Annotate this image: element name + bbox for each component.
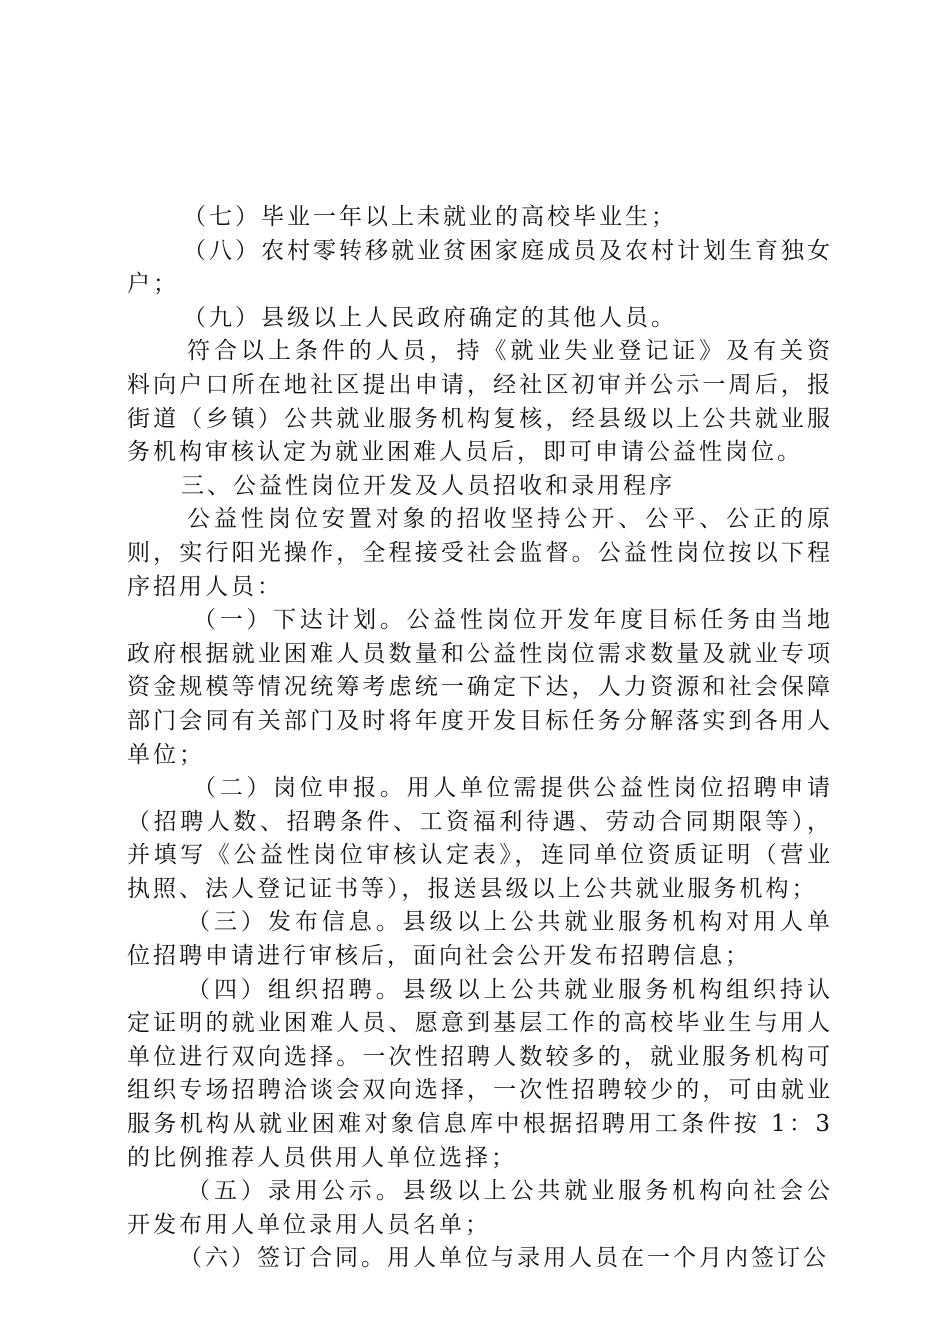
paragraph-item-8: （八）农村零转移就业贫困家庭成员及农村计划生育独女户； (127, 237, 833, 298)
paragraph-step-6: （六）签订合同。用人单位与录用人员在一个月内签订公 (179, 1245, 829, 1272)
paragraph-recruitment-principles: 公益性岗位安置对象的招收坚持公开、公平、公正的原则，实行阳光操作，全程接受社会监督。公益性岗位按以下程序招用人员： (127, 506, 833, 600)
section-heading-3: 三、公益性岗位开发及人员招收和录用程序 (181, 472, 675, 499)
paragraph-step-2: （二）岗位申报。用人单位需提供公益性岗位招聘申请（招聘人数、招聘条件、工资福利待遇、劳动合同期限等），并填写《公益性岗位审核认定表》，连同单位资质证明（营业执照、法人登记证书等），报送县级以上公共就业服务机构； (127, 775, 833, 902)
paragraph-step-3: （三）发布信息。县级以上公共就业服务机构对用人单位招聘申请进行审核后，面向社会公开发布招聘信息； (127, 909, 833, 970)
document-body (127, 201, 833, 1276)
paragraph-eligibility-procedure: 符合以上条件的人员，持《就业失业登记证》及有关资料向户口所在地社区提出申请，经社区初审并公示一周后，报街道（乡镇）公共就业服务机构复核，经县级以上公共就业服务机构审核认定为就业困难人员后，即可申请公益性岗位。 (127, 338, 833, 466)
paragraph-step-4: （四）组织招聘。县级以上公共就业服务机构组织持认定证明的就业困难人员、愿意到基层工作的高校毕业生与用人单位进行双向选择。一次性招聘人数较多的，就业服务机构可组织专场招聘洽谈会双向选择，一次性招聘较少的，可由就业服务机构从就业困难对象信息库中根据招聘用工条件按 1：3 的比例推荐人员供用人单位选择； (127, 976, 833, 1171)
paragraph-item-7: （七）毕业一年以上未就业的高校毕业生； (183, 204, 677, 230)
paragraph-step-5: （五）录用公示。县级以上公共就业服务机构向社会公开发布用人单位录用人员名单； (127, 1178, 833, 1238)
paragraph-item-9: （九）县级以上人民政府确定的其他人员。 (183, 304, 677, 331)
paragraph-step-1: （一）下达计划。公益性岗位开发年度目标任务由当地政府根据就业困难人员数量和公益性岗位需求数量及就业专项资金规模等情况统筹考虑统一确定下达，人力资源和社会保障部门会同有关部门及时将年度开发目标任务分解落实到各用人单位； (127, 607, 833, 768)
